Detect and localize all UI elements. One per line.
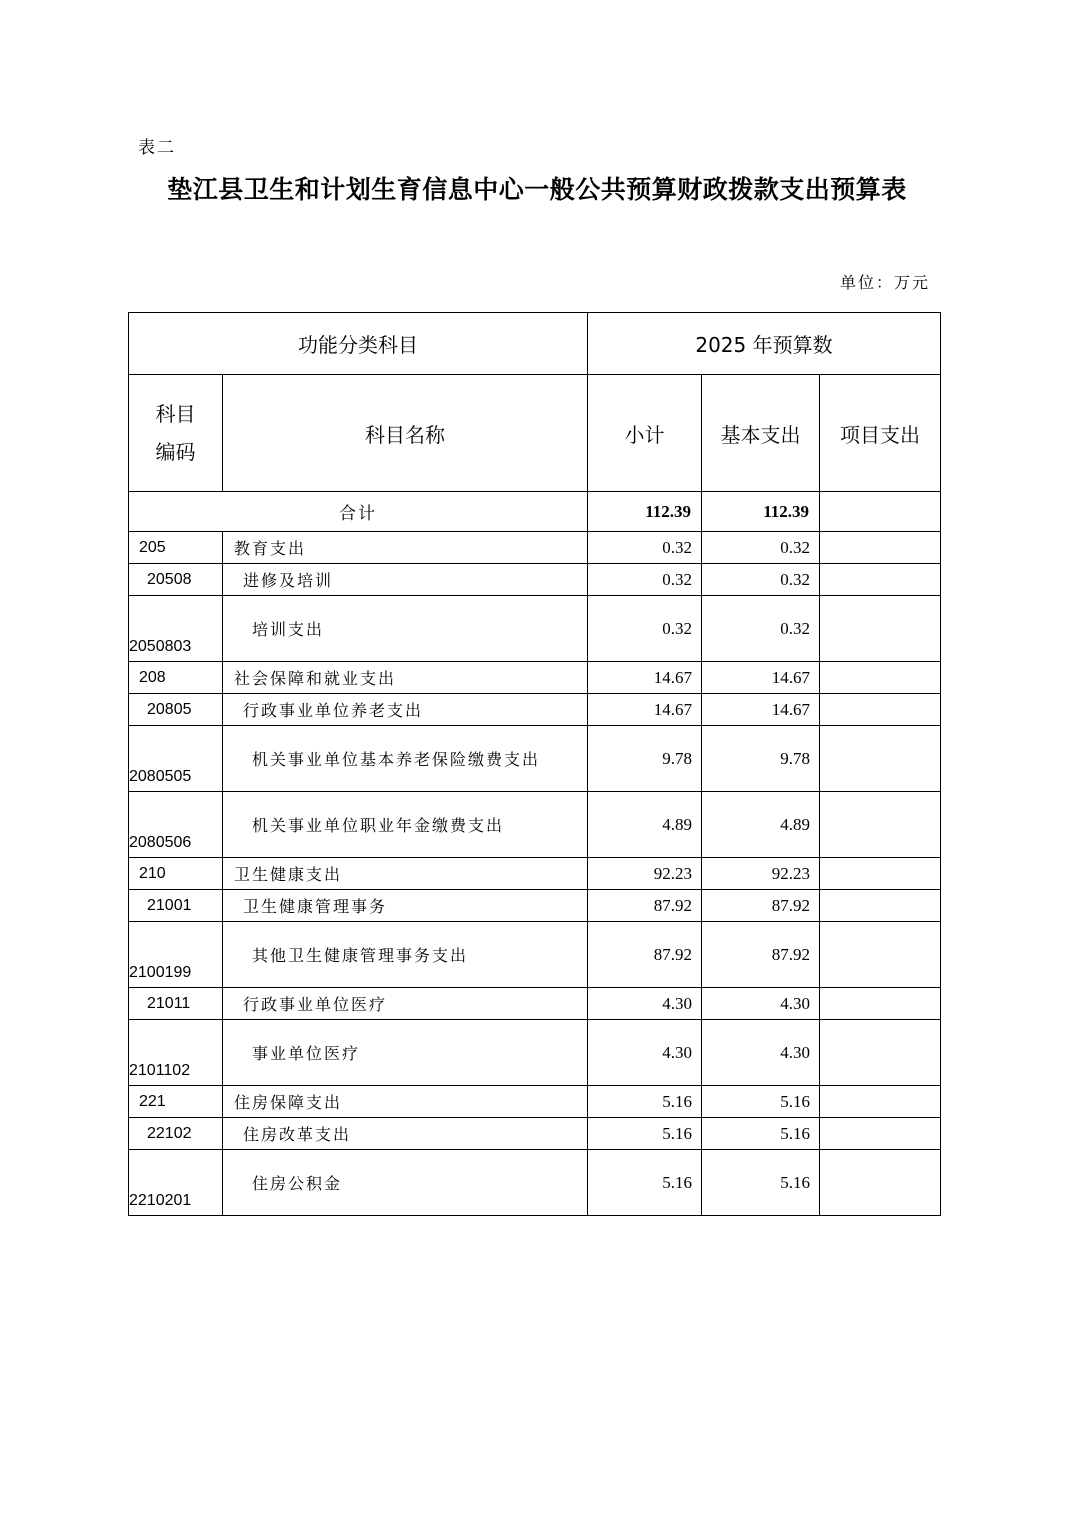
table-row [129, 662, 941, 694]
row-project [820, 532, 941, 564]
row-name: 培训支出 [223, 596, 588, 662]
table-row [129, 922, 941, 988]
row-name: 卫生健康支出 [223, 858, 588, 890]
row-name: 社会保障和就业支出 [223, 662, 588, 694]
row-basic: 0.32 [702, 532, 820, 564]
row-project [820, 694, 941, 726]
row-name: 机关事业单位职业年金缴费支出 [223, 792, 588, 858]
budget-table [128, 312, 941, 1216]
row-basic: 4.30 [702, 988, 820, 1020]
row-code: 205 [129, 532, 223, 564]
row-name: 住房改革支出 [223, 1118, 588, 1150]
row-subtotal: 14.67 [588, 662, 702, 694]
table-row [129, 1020, 941, 1086]
total-row [129, 492, 941, 532]
total-subtotal: 112.39 [588, 492, 702, 532]
row-subtotal: 9.78 [588, 726, 702, 792]
row-basic: 4.89 [702, 792, 820, 858]
row-basic: 0.32 [702, 564, 820, 596]
row-name: 住房公积金 [223, 1150, 588, 1216]
row-subtotal: 0.32 [588, 596, 702, 662]
table-row [129, 596, 941, 662]
row-code: 210 [129, 858, 223, 890]
table-row [129, 988, 941, 1020]
row-basic: 0.32 [702, 596, 820, 662]
row-subtotal: 4.30 [588, 1020, 702, 1086]
row-basic: 9.78 [702, 726, 820, 792]
row-name: 卫生健康管理事务 [223, 890, 588, 922]
row-basic: 87.92 [702, 890, 820, 922]
row-code: 2080505 [129, 726, 223, 792]
row-name: 行政事业单位养老支出 [223, 694, 588, 726]
table-row [129, 858, 941, 890]
header-project: 项目支出 [820, 375, 941, 492]
row-subtotal: 4.30 [588, 988, 702, 1020]
row-basic: 14.67 [702, 694, 820, 726]
total-label: 合计 [129, 492, 588, 532]
row-project [820, 662, 941, 694]
header-code [129, 375, 223, 492]
row-subtotal: 87.92 [588, 922, 702, 988]
row-code: 2210201 [129, 1150, 223, 1216]
row-name: 事业单位医疗 [223, 1020, 588, 1086]
row-code: 2050803 [129, 596, 223, 662]
row-code: 22102 [129, 1118, 223, 1150]
row-project [820, 792, 941, 858]
total-project [820, 492, 941, 532]
row-project [820, 1020, 941, 1086]
row-basic: 14.67 [702, 662, 820, 694]
table-row [129, 890, 941, 922]
document-title: 垫江县卫生和计划生育信息中心一般公共预算财政拨款支出预算表 [167, 175, 907, 204]
row-subtotal: 5.16 [588, 1118, 702, 1150]
header-functional: 功能分类科目 [129, 313, 588, 375]
table-row [129, 726, 941, 792]
table-row [129, 792, 941, 858]
row-basic: 5.16 [702, 1118, 820, 1150]
table-row [129, 694, 941, 726]
header-code-line2: 编码 [155, 440, 196, 464]
row-project [820, 596, 941, 662]
total-basic: 112.39 [702, 492, 820, 532]
header-row-2 [129, 375, 941, 492]
row-code: 20508 [129, 564, 223, 596]
row-name: 行政事业单位医疗 [223, 988, 588, 1020]
row-name: 教育支出 [223, 532, 588, 564]
row-subtotal: 5.16 [588, 1086, 702, 1118]
row-project [820, 564, 941, 596]
table-row [129, 532, 941, 564]
row-subtotal: 4.89 [588, 792, 702, 858]
row-code: 21001 [129, 890, 223, 922]
row-project [820, 858, 941, 890]
row-subtotal: 5.16 [588, 1150, 702, 1216]
row-basic: 5.16 [702, 1086, 820, 1118]
row-subtotal: 0.32 [588, 532, 702, 564]
row-name: 其他卫生健康管理事务支出 [223, 922, 588, 988]
row-code: 221 [129, 1086, 223, 1118]
row-project [820, 1086, 941, 1118]
row-code: 2080506 [129, 792, 223, 858]
row-basic: 87.92 [702, 922, 820, 988]
unit-label: 单位：万元 [839, 273, 930, 292]
row-subtotal: 87.92 [588, 890, 702, 922]
table-label: 表二 [138, 138, 176, 158]
header-row-1 [129, 313, 941, 375]
row-project [820, 726, 941, 792]
header-code-line1: 科目 [155, 402, 196, 426]
row-project [820, 890, 941, 922]
row-basic: 92.23 [702, 858, 820, 890]
row-code: 21011 [129, 988, 223, 1020]
table-row [129, 1086, 941, 1118]
row-subtotal: 0.32 [588, 564, 702, 596]
row-basic: 5.16 [702, 1150, 820, 1216]
row-subtotal: 92.23 [588, 858, 702, 890]
row-basic: 4.30 [702, 1020, 820, 1086]
row-code: 2100199 [129, 922, 223, 988]
header-basic: 基本支出 [702, 375, 820, 492]
row-project [820, 988, 941, 1020]
header-subtotal: 小计 [588, 375, 702, 492]
table-row [129, 1150, 941, 1216]
row-code: 208 [129, 662, 223, 694]
row-project [820, 1150, 941, 1216]
table-row [129, 564, 941, 596]
row-name: 住房保障支出 [223, 1086, 588, 1118]
row-subtotal: 14.67 [588, 694, 702, 726]
row-project [820, 1118, 941, 1150]
row-code: 20805 [129, 694, 223, 726]
row-name: 进修及培训 [223, 564, 588, 596]
header-budget: 2025 年预算数 [588, 313, 941, 375]
table-row [129, 1118, 941, 1150]
row-code: 2101102 [129, 1020, 223, 1086]
header-name: 科目名称 [223, 375, 588, 492]
row-name: 机关事业单位基本养老保险缴费支出 [223, 726, 588, 792]
row-project [820, 922, 941, 988]
